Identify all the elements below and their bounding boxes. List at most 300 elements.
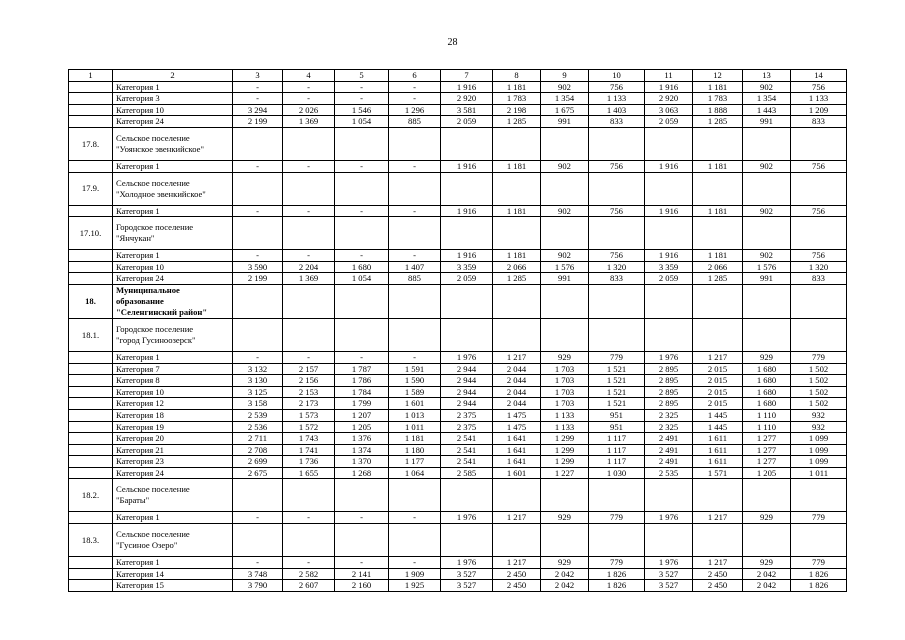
value-cell: 2 042	[743, 568, 791, 580]
value-cell: 1 888	[693, 104, 743, 116]
column-number: 5	[335, 70, 389, 82]
empty-cell	[233, 284, 283, 318]
empty-cell	[389, 217, 441, 250]
empty-cell	[791, 479, 847, 512]
value-cell: 2 044	[493, 363, 541, 375]
value-cell: 756	[791, 250, 847, 262]
value-cell: 779	[589, 557, 645, 569]
value-cell: 1 916	[645, 81, 693, 93]
empty-cell	[743, 284, 791, 318]
value-cell: 902	[743, 81, 791, 93]
value-cell: 2 066	[693, 261, 743, 273]
value-cell: 2 042	[541, 568, 589, 580]
value-cell: 1 299	[541, 456, 589, 468]
empty-cell	[645, 284, 693, 318]
value-cell: 1 680	[743, 375, 791, 387]
value-cell: 756	[791, 205, 847, 217]
value-cell: -	[389, 93, 441, 105]
value-cell: 1 787	[335, 363, 389, 375]
value-cell: 2 204	[283, 261, 335, 273]
value-cell: -	[389, 512, 441, 524]
category-name: Категория 1	[113, 250, 233, 262]
value-cell: -	[233, 512, 283, 524]
value-cell: 929	[541, 557, 589, 569]
empty-cell	[233, 524, 283, 557]
value-cell: 1 916	[441, 250, 493, 262]
value-cell: 1 181	[493, 205, 541, 217]
value-cell: 1 641	[493, 444, 541, 456]
value-cell: -	[389, 250, 441, 262]
value-cell: 1 826	[791, 580, 847, 592]
table-row	[69, 409, 847, 421]
value-cell: 1 589	[389, 386, 441, 398]
value-cell: -	[335, 205, 389, 217]
empty-cell	[493, 284, 541, 318]
empty-cell	[791, 127, 847, 160]
value-cell: 1 783	[493, 93, 541, 105]
value-cell: 1 916	[441, 205, 493, 217]
value-cell: 1 285	[493, 116, 541, 128]
empty-cell	[441, 217, 493, 250]
value-cell: 2 491	[645, 444, 693, 456]
value-cell: 1 217	[493, 351, 541, 363]
table-row	[69, 444, 847, 456]
value-cell: 779	[589, 512, 645, 524]
value-cell: 1 277	[743, 433, 791, 445]
value-cell: 2 944	[441, 375, 493, 387]
category-name: Категория 14	[113, 568, 233, 580]
value-cell: 1 925	[389, 580, 441, 592]
value-cell: 1 976	[441, 557, 493, 569]
value-cell: 1 133	[541, 421, 589, 433]
empty-cell	[541, 479, 589, 512]
category-name: Категория 23	[113, 456, 233, 468]
value-cell: 1 703	[541, 375, 589, 387]
value-cell: 1 976	[441, 351, 493, 363]
value-cell: 2 944	[441, 386, 493, 398]
value-cell: 1 285	[693, 116, 743, 128]
empty-cell	[645, 318, 693, 351]
value-cell: 1 611	[693, 433, 743, 445]
section-title-line: образование	[116, 295, 164, 306]
section-title	[113, 284, 233, 318]
value-cell: 2 450	[693, 580, 743, 592]
value-cell: 1 207	[335, 409, 389, 421]
value-cell: 902	[743, 205, 791, 217]
table-row	[69, 205, 847, 217]
table-row	[69, 160, 847, 172]
empty-cell	[441, 172, 493, 205]
section-title-line: Городское поселение	[116, 323, 194, 334]
value-cell: 2 059	[645, 116, 693, 128]
empty-cell	[541, 284, 589, 318]
value-cell: 1 916	[645, 160, 693, 172]
value-cell: 1 209	[791, 104, 847, 116]
empty-cell	[541, 524, 589, 557]
value-cell: 2 198	[493, 104, 541, 116]
value-cell: 3 130	[233, 375, 283, 387]
empty-cell	[389, 172, 441, 205]
value-cell: 1 099	[791, 444, 847, 456]
value-cell: 2 450	[693, 568, 743, 580]
value-cell: 2 157	[283, 363, 335, 375]
value-cell: 1 181	[693, 205, 743, 217]
category-name: Категория 10	[113, 104, 233, 116]
value-cell: 1 571	[693, 467, 743, 479]
row-code	[69, 467, 113, 479]
value-cell: 1 826	[791, 568, 847, 580]
empty-cell	[389, 479, 441, 512]
value-cell: 1 285	[693, 273, 743, 285]
value-cell: 1 680	[743, 398, 791, 410]
section-title-line: "Гусиное Озеро"	[116, 540, 178, 551]
empty-cell	[283, 318, 335, 351]
empty-cell	[541, 318, 589, 351]
row-code	[69, 580, 113, 592]
value-cell: -	[283, 160, 335, 172]
value-cell: 2 895	[645, 398, 693, 410]
value-cell: -	[283, 351, 335, 363]
empty-cell	[233, 172, 283, 205]
value-cell: 3 125	[233, 386, 283, 398]
value-cell: 1 117	[589, 456, 645, 468]
table-row	[69, 363, 847, 375]
value-cell: 2 585	[441, 467, 493, 479]
value-cell: -	[389, 351, 441, 363]
section-code: 18.2.	[69, 479, 113, 512]
empty-cell	[233, 127, 283, 160]
empty-cell	[589, 217, 645, 250]
value-cell: 1 181	[493, 81, 541, 93]
value-cell: 1 013	[389, 409, 441, 421]
value-cell: 3 527	[441, 580, 493, 592]
value-cell: 2 059	[441, 273, 493, 285]
table-row	[69, 81, 847, 93]
row-code	[69, 160, 113, 172]
value-cell: 833	[589, 116, 645, 128]
value-cell: 833	[589, 273, 645, 285]
column-number: 4	[283, 70, 335, 82]
value-cell: 1 475	[493, 409, 541, 421]
value-cell: 3 132	[233, 363, 283, 375]
section-row	[69, 479, 847, 512]
value-cell: 1 181	[693, 81, 743, 93]
value-cell: 1 133	[589, 93, 645, 105]
value-cell: 1 180	[389, 444, 441, 456]
value-cell: -	[283, 512, 335, 524]
value-cell: 1 703	[541, 363, 589, 375]
value-cell: 2 491	[645, 433, 693, 445]
empty-cell	[335, 479, 389, 512]
empty-cell	[645, 217, 693, 250]
empty-cell	[389, 127, 441, 160]
empty-cell	[589, 318, 645, 351]
value-cell: -	[233, 205, 283, 217]
column-number: 1	[69, 70, 113, 82]
section-row	[69, 524, 847, 557]
empty-cell	[493, 127, 541, 160]
category-name: Категория 24	[113, 273, 233, 285]
section-title	[113, 127, 233, 160]
empty-cell	[335, 172, 389, 205]
value-cell: 902	[743, 160, 791, 172]
value-cell: 1 217	[693, 557, 743, 569]
value-cell: 779	[791, 351, 847, 363]
value-cell: 2 044	[493, 386, 541, 398]
value-cell: 1 296	[389, 104, 441, 116]
value-cell: 1 784	[335, 386, 389, 398]
value-cell: 1 181	[389, 433, 441, 445]
value-cell: 2 920	[441, 93, 493, 105]
value-cell: 1 976	[645, 557, 693, 569]
value-cell: -	[335, 81, 389, 93]
value-cell: 2 325	[645, 421, 693, 433]
empty-cell	[441, 318, 493, 351]
value-cell: -	[233, 81, 283, 93]
empty-cell	[693, 172, 743, 205]
value-cell: 2 375	[441, 409, 493, 421]
value-cell: -	[233, 93, 283, 105]
tariff-table	[68, 69, 847, 592]
section-code: 17.8.	[69, 127, 113, 160]
category-name: Категория 7	[113, 363, 233, 375]
row-code	[69, 363, 113, 375]
row-code	[69, 273, 113, 285]
value-cell: 2 895	[645, 375, 693, 387]
value-cell: 3 359	[645, 261, 693, 273]
value-cell: 1 268	[335, 467, 389, 479]
value-cell: 902	[743, 250, 791, 262]
row-code	[69, 104, 113, 116]
empty-cell	[589, 127, 645, 160]
value-cell: 951	[589, 421, 645, 433]
column-number: 2	[113, 70, 233, 82]
row-code	[69, 433, 113, 445]
section-title-line: Сельское поселение	[116, 484, 190, 495]
table-body	[69, 81, 847, 591]
value-cell: 1 217	[493, 512, 541, 524]
table-row	[69, 433, 847, 445]
empty-cell	[441, 284, 493, 318]
value-cell: 3 748	[233, 568, 283, 580]
section-title-line: "Янчукан"	[116, 233, 155, 244]
section-code: 18.1.	[69, 318, 113, 351]
value-cell: -	[335, 93, 389, 105]
column-number-row	[69, 70, 847, 82]
table-row	[69, 456, 847, 468]
value-cell: 3 581	[441, 104, 493, 116]
table-row	[69, 375, 847, 387]
value-cell: 1 374	[335, 444, 389, 456]
table-row	[69, 568, 847, 580]
value-cell: 1 217	[493, 557, 541, 569]
empty-cell	[493, 217, 541, 250]
value-cell: 2 199	[233, 273, 283, 285]
empty-cell	[693, 524, 743, 557]
value-cell: 756	[791, 81, 847, 93]
value-cell: 902	[541, 250, 589, 262]
value-cell: 756	[589, 160, 645, 172]
value-cell: -	[389, 205, 441, 217]
value-cell: 1 030	[589, 467, 645, 479]
section-row	[69, 172, 847, 205]
value-cell: 1 277	[743, 444, 791, 456]
row-code	[69, 351, 113, 363]
value-cell: 3 063	[645, 104, 693, 116]
value-cell: 2 156	[283, 375, 335, 387]
row-code	[69, 456, 113, 468]
empty-cell	[589, 479, 645, 512]
row-code	[69, 250, 113, 262]
value-cell: 1 403	[589, 104, 645, 116]
section-code: 18.	[69, 284, 113, 318]
row-code	[69, 81, 113, 93]
empty-cell	[233, 318, 283, 351]
value-cell: 1 655	[283, 467, 335, 479]
value-cell: 929	[743, 512, 791, 524]
value-cell: 902	[541, 160, 589, 172]
row-code	[69, 386, 113, 398]
empty-cell	[283, 479, 335, 512]
category-name: Категория 10	[113, 261, 233, 273]
value-cell: 1 181	[493, 250, 541, 262]
value-cell: 2 059	[645, 273, 693, 285]
table-row	[69, 580, 847, 592]
section-title-line: "Селенгинский район"	[116, 306, 208, 317]
value-cell: 1 601	[389, 398, 441, 410]
category-name: Категория 24	[113, 116, 233, 128]
empty-cell	[283, 284, 335, 318]
empty-cell	[589, 524, 645, 557]
empty-cell	[441, 479, 493, 512]
value-cell: 2 042	[541, 580, 589, 592]
value-cell: 1 054	[335, 273, 389, 285]
column-number: 3	[233, 70, 283, 82]
empty-cell	[693, 479, 743, 512]
value-cell: 1 133	[541, 409, 589, 421]
value-cell: -	[335, 557, 389, 569]
section-row	[69, 217, 847, 250]
value-cell: 2 920	[645, 93, 693, 105]
value-cell: -	[389, 557, 441, 569]
value-cell: 2 160	[335, 580, 389, 592]
value-cell: 2 015	[693, 398, 743, 410]
empty-cell	[389, 318, 441, 351]
value-cell: -	[335, 160, 389, 172]
value-cell: 1 591	[389, 363, 441, 375]
section-title-line: "Бараты"	[116, 495, 150, 506]
value-cell: 1 573	[283, 409, 335, 421]
value-cell: 1 117	[589, 444, 645, 456]
value-cell: -	[335, 512, 389, 524]
value-cell: 2 042	[743, 580, 791, 592]
value-cell: 1 641	[493, 456, 541, 468]
value-cell: -	[233, 160, 283, 172]
value-cell: 1 601	[493, 467, 541, 479]
value-cell: 2 141	[335, 568, 389, 580]
value-cell: -	[283, 205, 335, 217]
category-name: Категория 10	[113, 386, 233, 398]
category-name: Категория 1	[113, 557, 233, 569]
empty-cell	[743, 524, 791, 557]
value-cell: 1 976	[441, 512, 493, 524]
value-cell: 1 703	[541, 398, 589, 410]
section-title-line: "Уоянское эвенкийское"	[116, 143, 204, 154]
empty-cell	[645, 479, 693, 512]
category-name: Категория 15	[113, 580, 233, 592]
empty-cell	[283, 524, 335, 557]
value-cell: 756	[791, 160, 847, 172]
value-cell: 1 680	[743, 363, 791, 375]
section-title-line: Муниципальное	[116, 284, 180, 295]
row-code	[69, 409, 113, 421]
value-cell: 2 582	[283, 568, 335, 580]
empty-cell	[743, 127, 791, 160]
category-name: Категория 21	[113, 444, 233, 456]
value-cell: 1 099	[791, 456, 847, 468]
empty-cell	[493, 479, 541, 512]
value-cell: 991	[743, 273, 791, 285]
value-cell: 2 607	[283, 580, 335, 592]
value-cell: 1 205	[335, 421, 389, 433]
row-code	[69, 93, 113, 105]
value-cell: 932	[791, 421, 847, 433]
value-cell: 1 217	[693, 512, 743, 524]
value-cell: 2 044	[493, 375, 541, 387]
value-cell: 885	[389, 273, 441, 285]
row-code	[69, 421, 113, 433]
value-cell: 2 699	[233, 456, 283, 468]
value-cell: 1 320	[791, 261, 847, 273]
value-cell: -	[283, 250, 335, 262]
value-cell: 2 450	[493, 580, 541, 592]
empty-cell	[645, 524, 693, 557]
value-cell: 1 572	[283, 421, 335, 433]
section-title	[113, 479, 233, 512]
empty-cell	[441, 524, 493, 557]
section-title	[113, 172, 233, 205]
value-cell: 1 354	[541, 93, 589, 105]
value-cell: 3 590	[233, 261, 283, 273]
value-cell: 1 641	[493, 433, 541, 445]
value-cell: 1 117	[589, 433, 645, 445]
value-cell: 1 370	[335, 456, 389, 468]
value-cell: 3 527	[441, 568, 493, 580]
value-cell: -	[233, 250, 283, 262]
value-cell: 2 535	[645, 467, 693, 479]
row-code	[69, 568, 113, 580]
empty-cell	[283, 127, 335, 160]
value-cell: -	[233, 351, 283, 363]
section-title-line: Городское поселение	[116, 222, 194, 233]
value-cell: 1 227	[541, 467, 589, 479]
value-cell: 929	[541, 512, 589, 524]
value-cell: 756	[589, 205, 645, 217]
value-cell: 1 502	[791, 386, 847, 398]
value-cell: 2 044	[493, 398, 541, 410]
value-cell: 1 277	[743, 456, 791, 468]
value-cell: 1 799	[335, 398, 389, 410]
value-cell: 2 711	[233, 433, 283, 445]
value-cell: 3 294	[233, 104, 283, 116]
value-cell: 1 445	[693, 421, 743, 433]
value-cell: 1 916	[441, 81, 493, 93]
value-cell: 1 590	[389, 375, 441, 387]
value-cell: -	[283, 93, 335, 105]
empty-cell	[233, 479, 283, 512]
value-cell: 1 703	[541, 386, 589, 398]
value-cell: 1 369	[283, 273, 335, 285]
